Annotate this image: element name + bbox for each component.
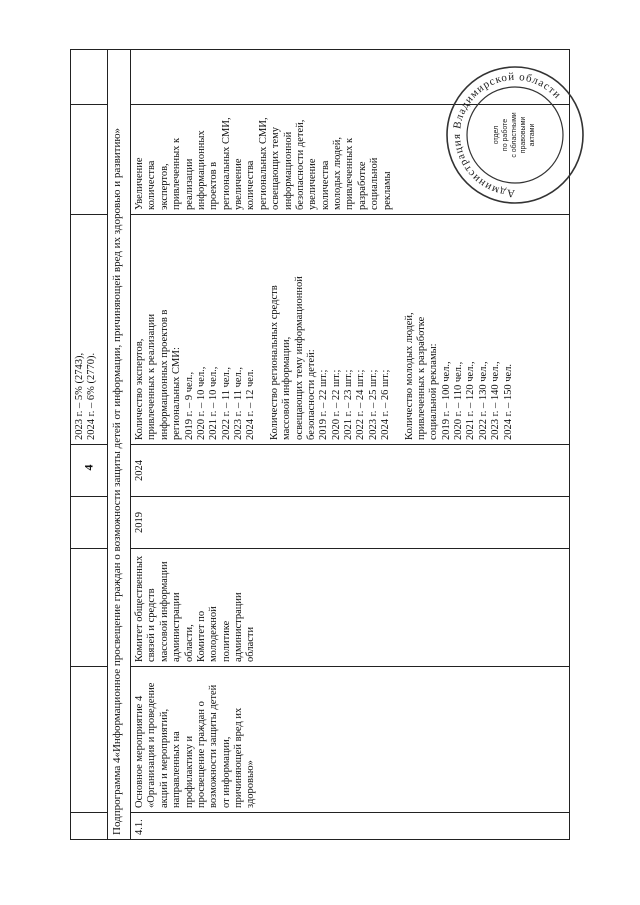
row-number: 4.1.: [131, 813, 570, 840]
start-year: 2019: [131, 497, 570, 549]
stamp-line: отдел: [493, 125, 500, 145]
stamp-ring-text: Администрация Владимирской области: [450, 70, 564, 200]
page-number: 4: [81, 464, 96, 471]
stamp-line: с областными: [511, 112, 518, 158]
indicators-cell: Количество экспертов, привлеченных к реализации информационных проектов в региональных СМИ: 2019 г. – 9 чел., 2020 г. – 10 чел., 2021 г. – 10 чел., 2022 г. – 11 чел., 2023 г. – 11 чел., 2024 г. – 12 чел. Количество региональных средств массовой информации, освещающих тему информационной безопасности детей: 2019 г. – 22 шт.; 2020 г. – 22 шт.; 2021 г. – 23 шт.; 2022 г. – 24 шт.; 2023 г. – 25 шт.; 2024 г. – 26 шт.; Количество молодых людей, привлеченных к разработке социальной рекламы: 2019 г. – 100 чел., 2020 г. – 110 чел., 2021 г. – 120 чел., 2022 г. – 130 чел., 2023 г. – 140 чел., 2024 г. – 150 чел.: [131, 215, 570, 445]
top-continuation-row: [71, 50, 108, 840]
indicator-line: 2023 г. – 5% (2743),: [74, 352, 85, 440]
stamp-line: актами: [529, 123, 536, 147]
executors-cell: Комитет общественных связей и средств массовой информации администрации области, Комитет по молодежной политике администрации области: [131, 549, 570, 667]
official-stamp: [440, 60, 590, 210]
subprogram-row: [108, 50, 131, 840]
indicator-line: 2024 г. – 6% (2770).: [86, 352, 98, 440]
stamp-line: по работе: [502, 118, 509, 152]
indicator-continuation-cell: [71, 215, 108, 445]
end-year: 2024: [131, 445, 570, 497]
stamp-line: правовыми: [520, 116, 527, 154]
subprogram-title: Подпрограмма 4«Информационное просвещение граждан о возможности защиты детей от информации, причиняющей вред их здоровью и развитию»: [108, 50, 131, 840]
results-cell: Увеличение количества экспертов, привлеченных к реализации информационных проектов в региональных СМИ, увеличение количества региональных СМИ, освещающих тему информационной безопасности детей, увеличение количества молодых людей, привлеченных к разработке социальной рекламы: [131, 105, 570, 215]
activity-cell: Основное мероприятие 4 «Организация и проведение акций и мероприятий, направленных на профилактику и просвещение граждан о возможности защиты детей от информации, причиняющей вред их здоровью»: [131, 667, 570, 813]
